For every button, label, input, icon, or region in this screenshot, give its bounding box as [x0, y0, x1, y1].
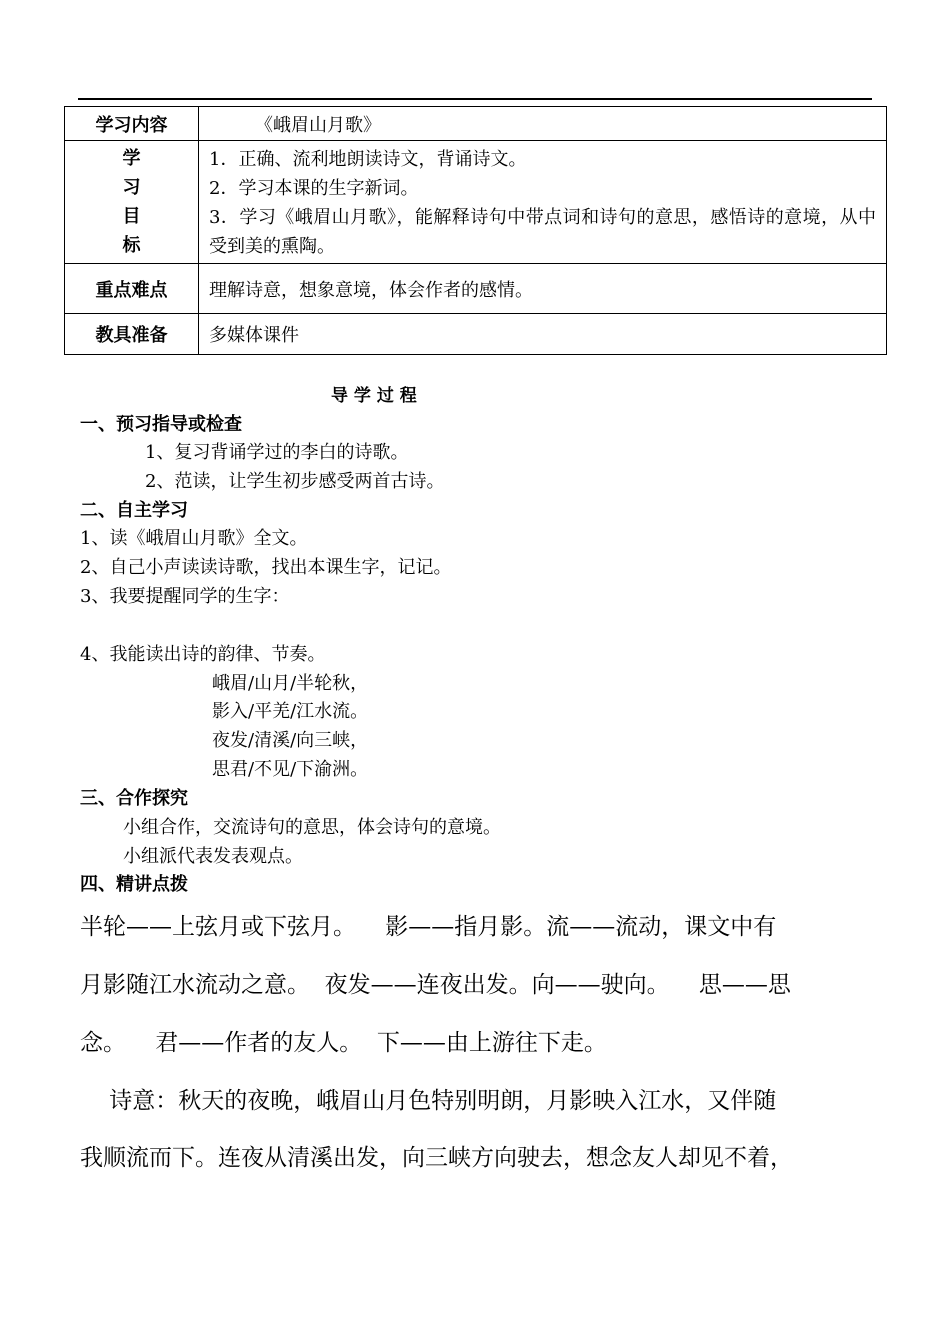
explanation-line: 念。 君——作者的友人。 下——由上游往下走。: [80, 1030, 607, 1056]
list-item: 3、我要提醒同学的生字：: [80, 586, 290, 607]
list-item: 小组合作，交流诗句的意思，体会诗句的意境。: [123, 817, 501, 838]
label-char: 学: [122, 148, 141, 169]
table-row: [65, 264, 887, 314]
list-item: 4、我能读出诗的韵律、节奏。: [80, 644, 326, 665]
goal-item: 2．学习本课的生字新词。: [209, 178, 419, 199]
header-rule: [78, 98, 872, 100]
section1-heading: 一、预习指导或检查: [80, 414, 242, 435]
process-title: 导 学 过 程: [331, 386, 417, 406]
poem-line: 夜发/清溪/向三峡，: [212, 730, 369, 751]
goal-item: 3．学习《峨眉山月歌》，能解释诗句中带点词和诗句的意思，感悟诗的意境，从中受到美的熏陶。: [209, 207, 876, 257]
label-materials: 教具准备: [65, 314, 199, 355]
list-item: 小组派代表发表观点。: [123, 846, 303, 867]
label-goals: [65, 141, 199, 264]
label-key-points: 重点难点: [65, 264, 199, 314]
lesson-info-table: [64, 106, 887, 355]
key-points-value: 理解诗意，想象意境，体会作者的感情。: [199, 264, 887, 314]
meaning-line: 我顺流而下。连夜从清溪出发，向三峡方向驶去，想念友人却见不着，: [80, 1145, 793, 1171]
table-row: [65, 107, 887, 141]
materials-value: 多媒体课件: [199, 314, 887, 355]
goal-item: 1．正确、流利地朗读诗文，背诵诗文。: [209, 149, 527, 170]
label-char: 标: [122, 235, 141, 256]
table-row: [65, 314, 887, 355]
poem-line: 思君/不见/下渝洲。: [212, 759, 369, 780]
list-item: 2、范读，让学生初步感受两首古诗。: [145, 471, 445, 492]
label-char: 目: [122, 206, 141, 227]
lesson-title: 《峨眉山月歌》: [199, 107, 887, 141]
list-item: 1、复习背诵学过的李白的诗歌。: [145, 442, 409, 463]
list-item: 1、读《峨眉山月歌》全文。: [80, 528, 308, 549]
label-char: 习: [122, 177, 141, 198]
section2-heading: 二、自主学习: [80, 500, 188, 521]
section4-heading: 四、精讲点拨: [80, 874, 188, 895]
explanation-line: 半轮——上弦月或下弦月。 影——指月影。流——流动，课文中有: [80, 914, 777, 940]
table-row: [65, 141, 887, 264]
goals-cell: [199, 141, 887, 264]
label-content: 学习内容: [65, 107, 199, 141]
list-item: 2、自己小声读读诗歌，找出本课生字，记记。: [80, 557, 452, 578]
explanation-line: 月影随江水流动之意。 夜发——连夜出发。向——驶向。 思——思: [80, 972, 791, 998]
poem-line: 影入/平羌/江水流。: [212, 701, 369, 722]
poem-line: 峨眉/山月/半轮秋，: [212, 673, 369, 694]
section3-heading: 三、合作探究: [80, 788, 188, 809]
meaning-line: 诗意：秋天的夜晚，峨眉山月色特别明朗，月影映入江水，又伴随: [80, 1088, 777, 1114]
